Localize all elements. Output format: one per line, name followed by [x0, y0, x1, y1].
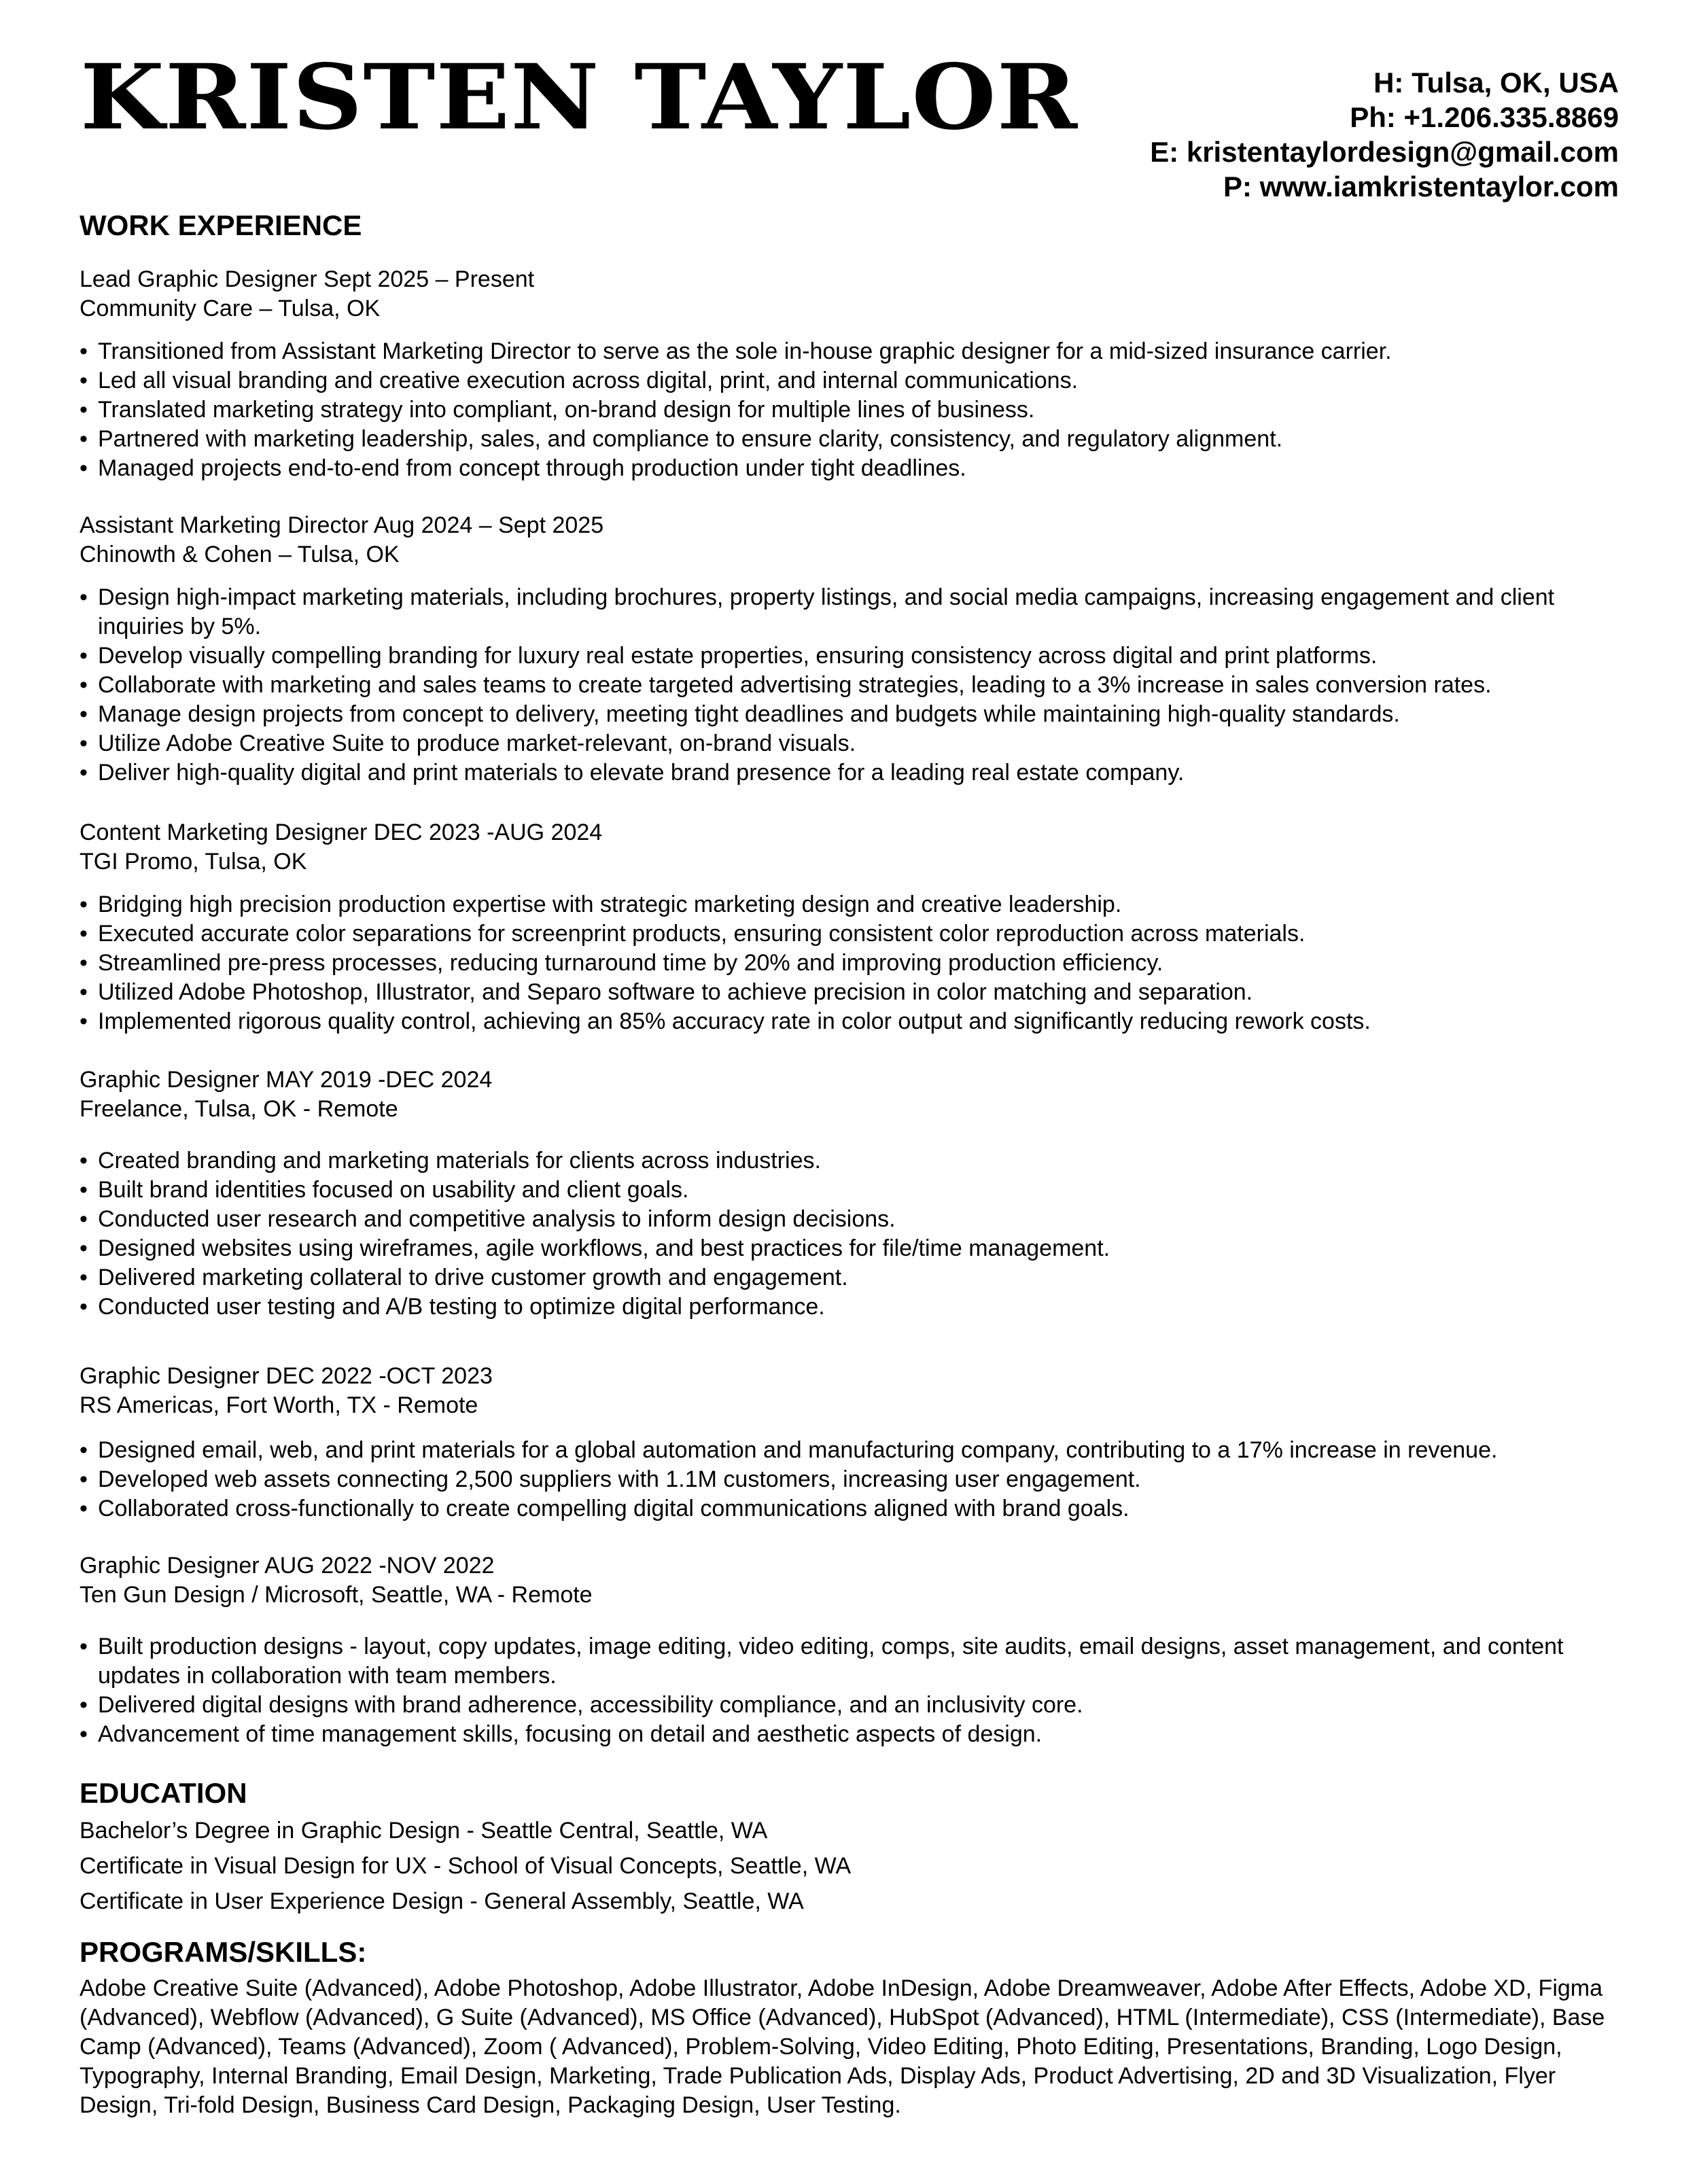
job-bullet: • Manage design projects from concept to delivery, meeting tight deadlines and budgets while maintaining high-quality standards.	[80, 700, 1622, 729]
education-heading: EDUCATION	[80, 1777, 247, 1809]
job-bullet: • Partnered with marketing leadership, sales, and compliance to ensure clarity, consistency, and regulatory alignment.	[80, 425, 1622, 454]
job-bullet: • Deliver high-quality digital and print materials to elevate brand presence for a leading real estate company.	[80, 758, 1622, 788]
job-company: TGI Promo, Tulsa, OK	[80, 849, 307, 875]
contact-portfolio: P: www.iamkristentaylor.com	[1223, 171, 1619, 202]
job-bullet: • Managed projects end-to-end from concept through production under tight deadlines.	[80, 454, 1622, 483]
job-bullet: • Developed web assets connecting 2,500 suppliers with 1.1M customers, increasing user engagement.	[80, 1465, 1622, 1494]
education-list	[80, 1813, 851, 1919]
job-bullet: • Executed accurate color separations for screenprint products, ensuring consistent color reproduction across materials.	[80, 919, 1622, 949]
job-title: Content Marketing Designer DEC 2023 -AUG 2024	[80, 820, 603, 845]
job-entry	[80, 265, 1622, 483]
job-bullets	[80, 1632, 1622, 1749]
contact-block	[1150, 65, 1619, 204]
job-bullet: • Translated marketing strategy into compliant, on-brand design for multiple lines of business.	[80, 395, 1622, 425]
job-bullets	[80, 1146, 1622, 1322]
job-bullet: • Delivered digital designs with brand adherence, accessibility compliance, and an inclusivity core.	[80, 1691, 1622, 1720]
job-bullet: • Streamlined pre-press processes, reducing turnaround time by 20% and improving production efficiency.	[80, 949, 1622, 978]
job-entry	[80, 1065, 1622, 1322]
job-bullet: • Delivered marketing collateral to drive customer growth and engagement.	[80, 1263, 1622, 1292]
job-bullet: • Utilized Adobe Photoshop, Illustrator, and Separo software to achieve precision in color matching and separation.	[80, 978, 1622, 1007]
job-bullet: • Bridging high precision production expertise with strategic marketing design and creative leadership.	[80, 890, 1622, 919]
job-bullet: • Collaborated cross-functionally to create compelling digital communications aligned with brand goals.	[80, 1494, 1622, 1523]
job-bullet: • Conducted user research and competitive analysis to inform design decisions.	[80, 1205, 1622, 1234]
job-bullet: • Advancement of time management skills, focusing on detail and aesthetic aspects of design.	[80, 1720, 1622, 1749]
education-item: Bachelor’s Degree in Graphic Design - Seattle Central, Seattle, WA	[80, 1818, 768, 1844]
job-bullets	[80, 1436, 1622, 1523]
job-entry	[80, 1362, 1622, 1523]
job-bullet: • Led all visual branding and creative execution across digital, print, and internal communications.	[80, 366, 1622, 395]
contact-phone: Ph: +1.206.335.8869	[1350, 101, 1619, 133]
job-bullet: • Develop visually compelling branding for luxury real estate properties, ensuring consistency across digital and print platforms.	[80, 641, 1622, 671]
job-bullet: • Built brand identities focused on usability and client goals.	[80, 1176, 1622, 1205]
job-company: Chinowth & Cohen – Tulsa, OK	[80, 542, 400, 567]
job-bullet: • Implemented rigorous quality control, achieving an 85% accuracy rate in color output and significantly reducing rework costs.	[80, 1007, 1622, 1036]
job-entry	[80, 511, 1622, 788]
work-experience-heading: WORK EXPERIENCE	[80, 209, 362, 241]
job-bullet: • Created branding and marketing materials for clients across industries.	[80, 1146, 1622, 1176]
education-item: Certificate in Visual Design for UX - School of Visual Concepts, Seattle, WA	[80, 1853, 852, 1879]
skills-text: Adobe Creative Suite (Advanced), Adobe Photoshop, Adobe Illustrator, Adobe InDesign, Adobe Dreamweaver, Adobe After Effects, Adobe XD, Figma (Advanced), Webflow (Advanced), G Suite (Advanced), MS Office (Advanced), HubSpot (Advanced), HTML (Intermediate), CSS (Intermediate), Base Camp (Advanced), Teams (Advanced), Zoom ( Advanced), Problem-Solving, Video Editing, Photo Editing, Presentations, Branding, Logo Design, Typography, Internal Branding, Email Design, Marketing, Trade Publication Ads, Display Ads, Product Advertising, 2D and 3D Visualization, Flyer Design, Tri-fold Design, Business Card Design, Packaging Design, User Testing.	[80, 1975, 1605, 2118]
job-title: Graphic Designer MAY 2019 -DEC 2024	[80, 1067, 493, 1093]
job-bullet: • Collaborate with marketing and sales teams to create targeted advertising strategies, leading to a 3% increase in sales conversion rates.	[80, 671, 1622, 700]
job-company: RS Americas, Fort Worth, TX - Remote	[80, 1392, 478, 1418]
job-title: Graphic Designer AUG 2022 -NOV 2022	[80, 1553, 495, 1579]
job-bullet: • Transitioned from Assistant Marketing Director to serve as the sole in-house graphic designer for a mid-sized insurance carrier.	[80, 337, 1622, 366]
job-bullet: • Built production designs - layout, copy updates, image editing, video editing, comps, site audits, email designs, asset management, and content updates in collaboration with team members.	[80, 1632, 1622, 1691]
candidate-name: KRISTEN TAYLOR	[80, 45, 1079, 150]
job-entry	[80, 818, 1622, 1036]
job-bullet: • Utilize Adobe Creative Suite to produce market-relevant, on-brand visuals.	[80, 729, 1622, 758]
job-bullet: • Designed email, web, and print materials for a global automation and manufacturing company, contributing to a 17% increase in revenue.	[80, 1436, 1622, 1465]
job-title: Graphic Designer DEC 2022 -OCT 2023	[80, 1363, 493, 1389]
job-bullets	[80, 337, 1622, 483]
job-company: Ten Gun Design / Microsoft, Seattle, WA - Remote	[80, 1582, 593, 1608]
job-bullet: • Designed websites using wireframes, agile workflows, and best practices for file/time management.	[80, 1234, 1622, 1263]
job-title: Lead Graphic Designer Sept 2025 – Present	[80, 266, 535, 292]
job-bullet: • Conducted user testing and A/B testing to optimize digital performance.	[80, 1292, 1622, 1322]
education-item: Certificate in User Experience Design - General Assembly, Seattle, WA	[80, 1888, 804, 1914]
job-entry	[80, 1551, 1622, 1749]
job-bullets	[80, 890, 1622, 1036]
job-company: Freelance, Tulsa, OK - Remote	[80, 1096, 398, 1122]
job-bullets	[80, 583, 1622, 788]
job-bullet: • Design high-impact marketing materials, including brochures, property listings, and social media campaigns, increasing engagement and client inquiries by 5%.	[80, 583, 1622, 641]
job-company: Community Care – Tulsa, OK	[80, 296, 381, 321]
contact-email: E: kristentaylordesign@gmail.com	[1150, 136, 1619, 168]
skills-heading: PROGRAMS/SKILLS:	[80, 1936, 367, 1968]
job-title: Assistant Marketing Director Aug 2024 – Sept 2025	[80, 512, 604, 538]
contact-home: H: Tulsa, OK, USA	[1373, 67, 1619, 99]
